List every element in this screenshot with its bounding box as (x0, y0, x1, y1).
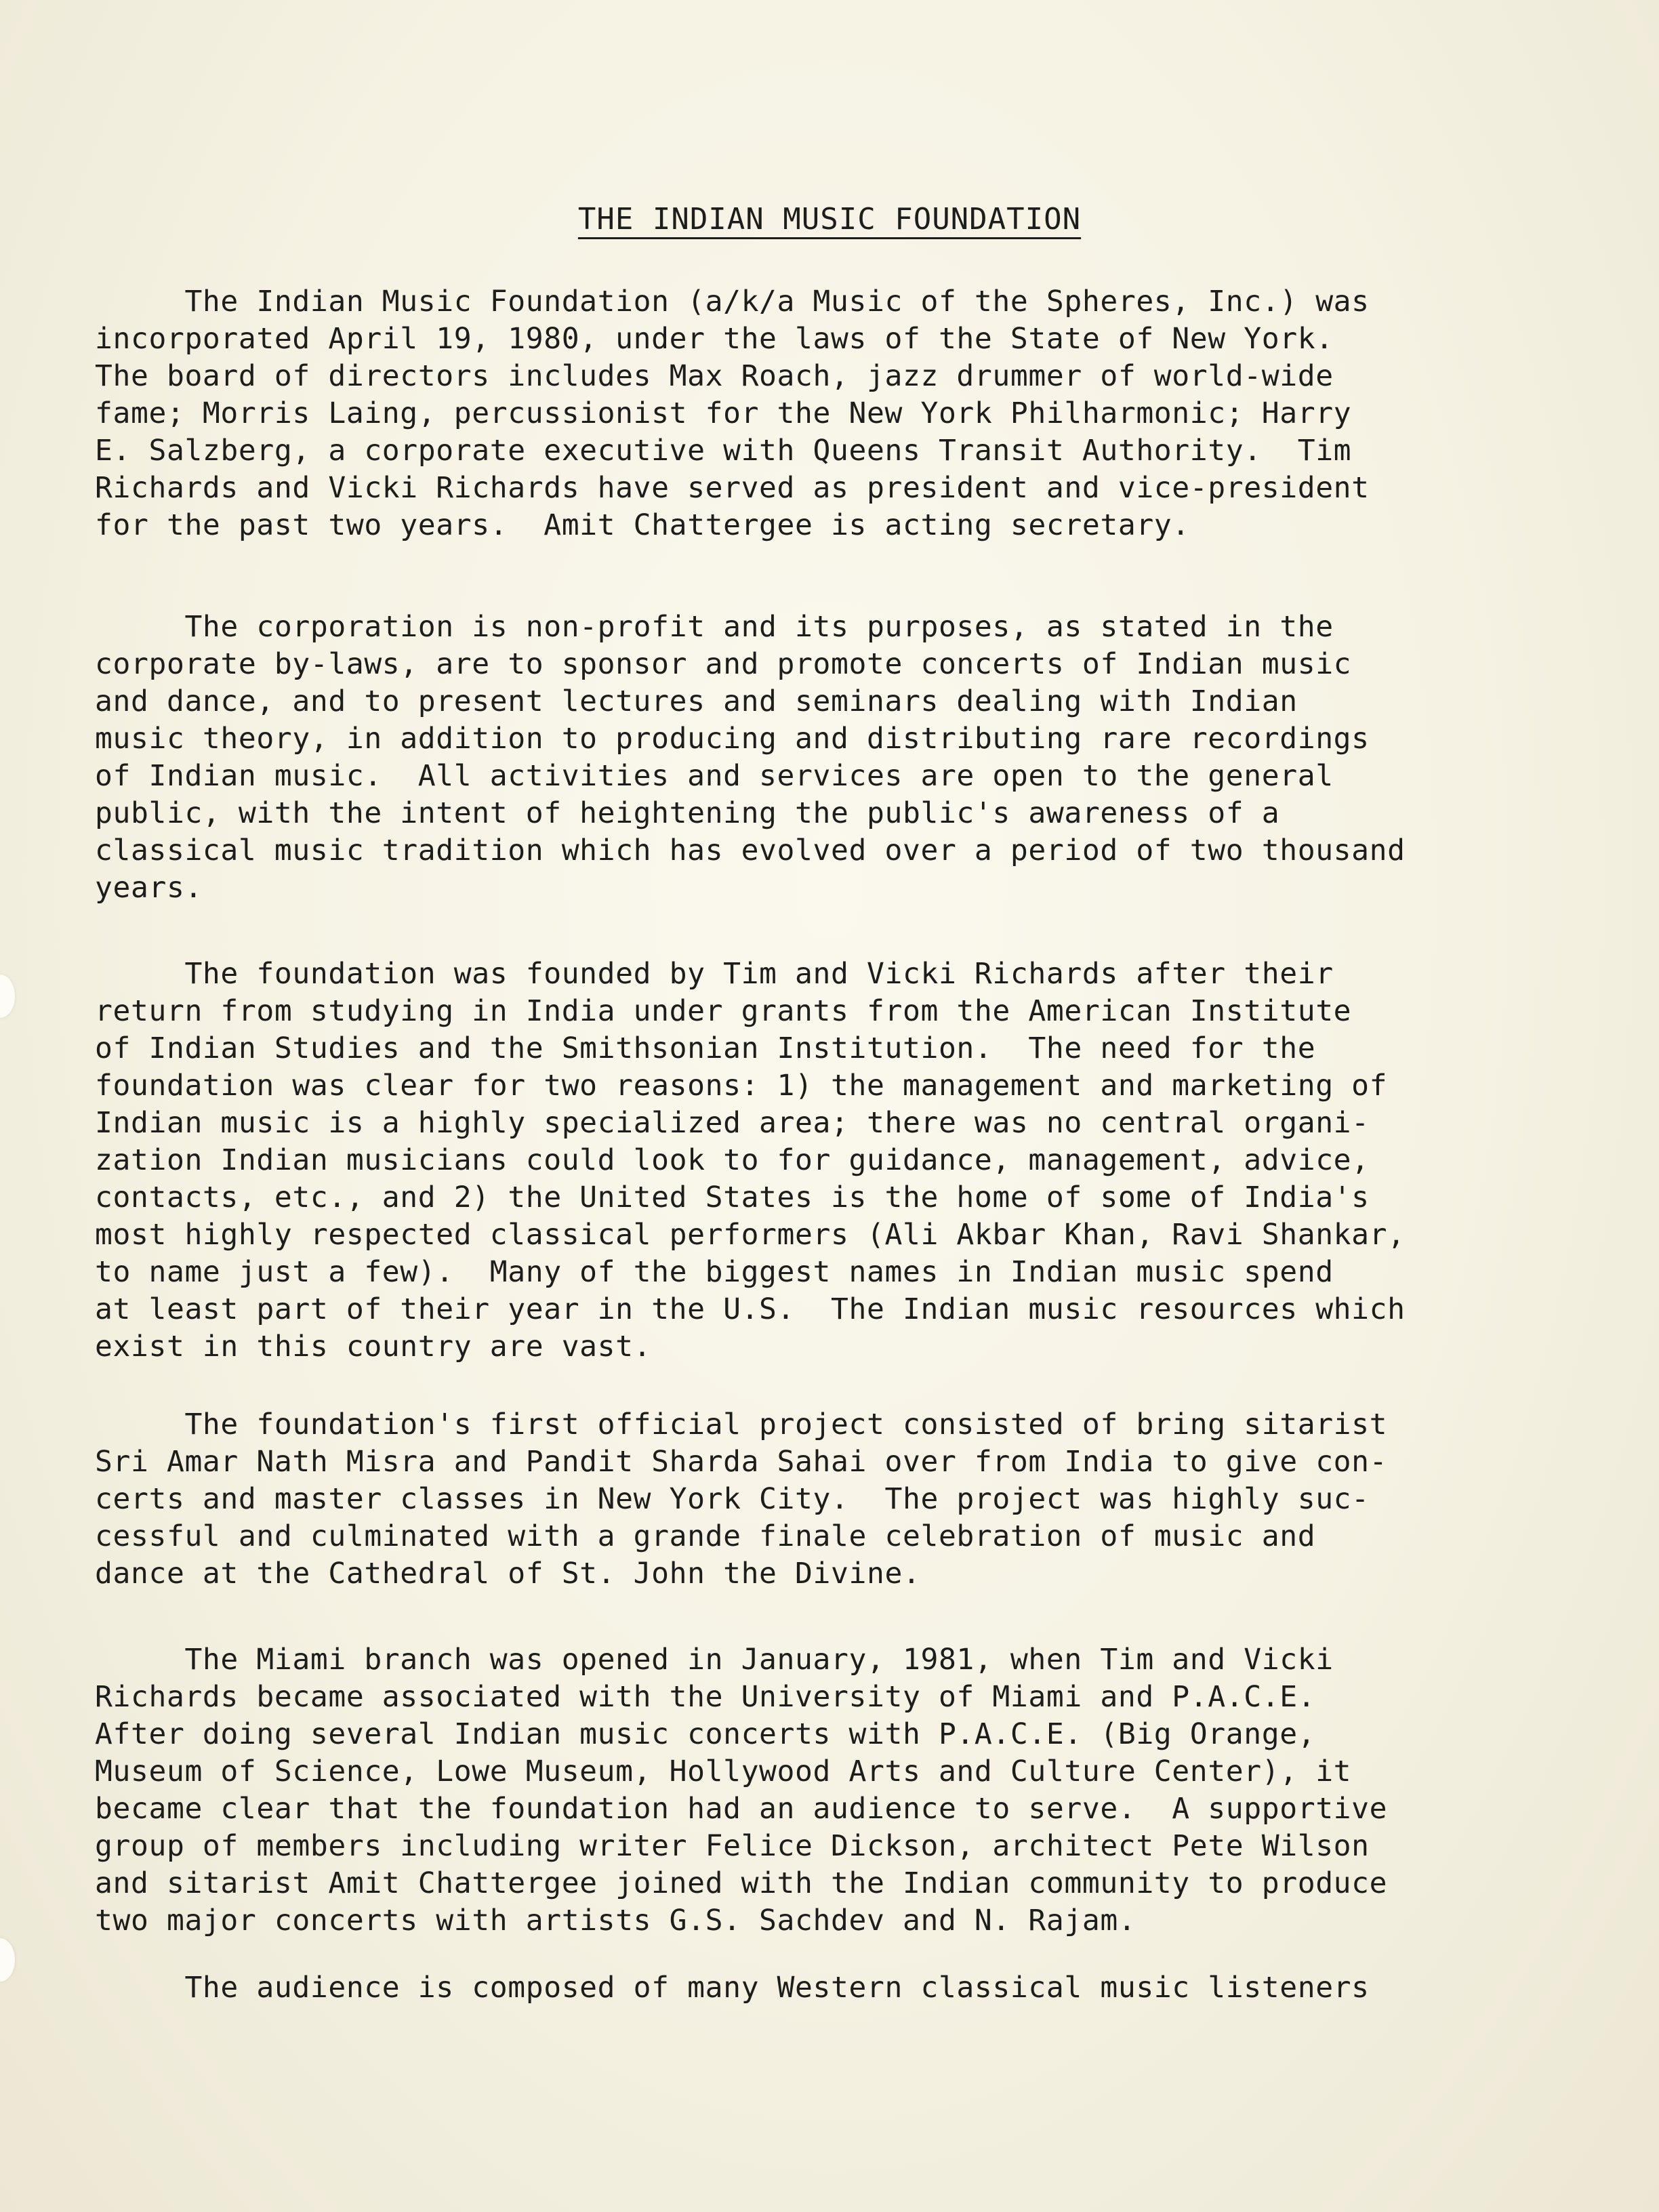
text-line: After doing several Indian music concerts with P.A.C.E. (Big Orange, (95, 1717, 1316, 1751)
text-line: certs and master classes in New York City. The project was highly suc- (95, 1482, 1370, 1516)
text-line: The board of directors includes Max Roach, jazz drummer of world-wide (95, 359, 1334, 393)
text-line: public, with the intent of heightening the public's awareness of a (95, 796, 1280, 830)
text-line: Sri Amar Nath Misra and Pandit Sharda Sahai over from India to give con- (95, 1445, 1388, 1479)
text-line: Indian music is a highly specialized area; there was no central organi- (95, 1106, 1370, 1140)
text-line: music theory, in addition to producing and distributing rare recordings (95, 722, 1370, 756)
text-line: incorporated April 19, 1980, under the laws of the State of New York. (95, 322, 1334, 356)
paragraph-miami-branch (95, 1641, 1511, 1940)
text-line: Richards and Vicki Richards have served as president and vice-president (95, 471, 1370, 505)
text-line: group of members including writer Felice Dickson, architect Pete Wilson (95, 1829, 1370, 1863)
text-line: fame; Morris Laing, percussionist for the New York Philharmonic; Harry (95, 396, 1352, 430)
text-line: most highly respected classical performers (Ali Akbar Khan, Ravi Shankar, (95, 1218, 1406, 1252)
text-line: The audience is composed of many Western classical music listeners (95, 1971, 1370, 2005)
text-line: The foundation was founded by Tim and Vicki Richards after their (95, 957, 1334, 991)
text-line: dance at the Cathedral of St. John the Divine. (95, 1557, 921, 1591)
text-line: exist in this country are vast. (95, 1330, 652, 1364)
text-line: return from studying in India under grants from the American Institute (95, 994, 1352, 1028)
text-line: for the past two years. Amit Chattergee is acting secretary. (95, 508, 1190, 542)
text-line: and dance, and to present lectures and seminars dealing with Indian (95, 684, 1298, 718)
text-line: E. Salzberg, a corporate executive with Queens Transit Authority. Tim (95, 434, 1352, 468)
paragraph-founding (95, 956, 1511, 1366)
text-line: Museum of Science, Lowe Museum, Hollywood Arts and Culture Center), it (95, 1755, 1352, 1788)
text-line: two major concerts with artists G.S. Sachdev and N. Rajam. (95, 1904, 1136, 1938)
paragraph-audience (95, 1969, 1511, 2007)
text-line: foundation was clear for two reasons: 1) the management and marketing of (95, 1069, 1388, 1103)
text-line: to name just a few). Many of the biggest names in Indian music spend (95, 1255, 1334, 1289)
text-line: of Indian Studies and the Smithsonian Institution. The need for the (95, 1031, 1316, 1065)
punch-hole (0, 975, 15, 1018)
paragraph-first-project (95, 1406, 1511, 1593)
text-line: Richards became associated with the University of Miami and P.A.C.E. (95, 1680, 1316, 1714)
text-line: The Miami branch was opened in January, 1981, when Tim and Vicki (95, 1643, 1334, 1677)
paragraph-purposes (95, 609, 1511, 907)
text-line: cessful and culminated with a grande finale celebration of music and (95, 1519, 1316, 1553)
text-line: years. (95, 871, 203, 905)
text-line: at least part of their year in the U.S. The Indian music resources which (95, 1292, 1406, 1326)
text-line: became clear that the foundation had an audience to serve. A supportive (95, 1792, 1388, 1826)
text-line: contacts, etc., and 2) the United States is the home of some of India's (95, 1181, 1370, 1214)
document-title: THE INDIAN MUSIC FOUNDATION (577, 202, 1082, 237)
punch-hole (0, 1938, 15, 1982)
text-line: of Indian music. All activities and services are open to the general (95, 759, 1334, 793)
text-line: The Indian Music Foundation (a/k/a Music of the Spheres, Inc.) was (95, 285, 1370, 319)
text-line: classical music tradition which has evolved over a period of two thousand (95, 834, 1406, 867)
text-line: The foundation's first official project consisted of bring sitarist (95, 1408, 1388, 1441)
text-line: The corporation is non-profit and its purposes, as stated in the (95, 610, 1334, 644)
text-line: and sitarist Amit Chattergee joined with the Indian community to produce (95, 1866, 1388, 1900)
text-line: corporate by-laws, are to sponsor and promote concerts of Indian music (95, 647, 1352, 681)
text-line: zation Indian musicians could look to for guidance, management, advice, (95, 1143, 1370, 1177)
paragraph-incorporation (95, 283, 1511, 544)
